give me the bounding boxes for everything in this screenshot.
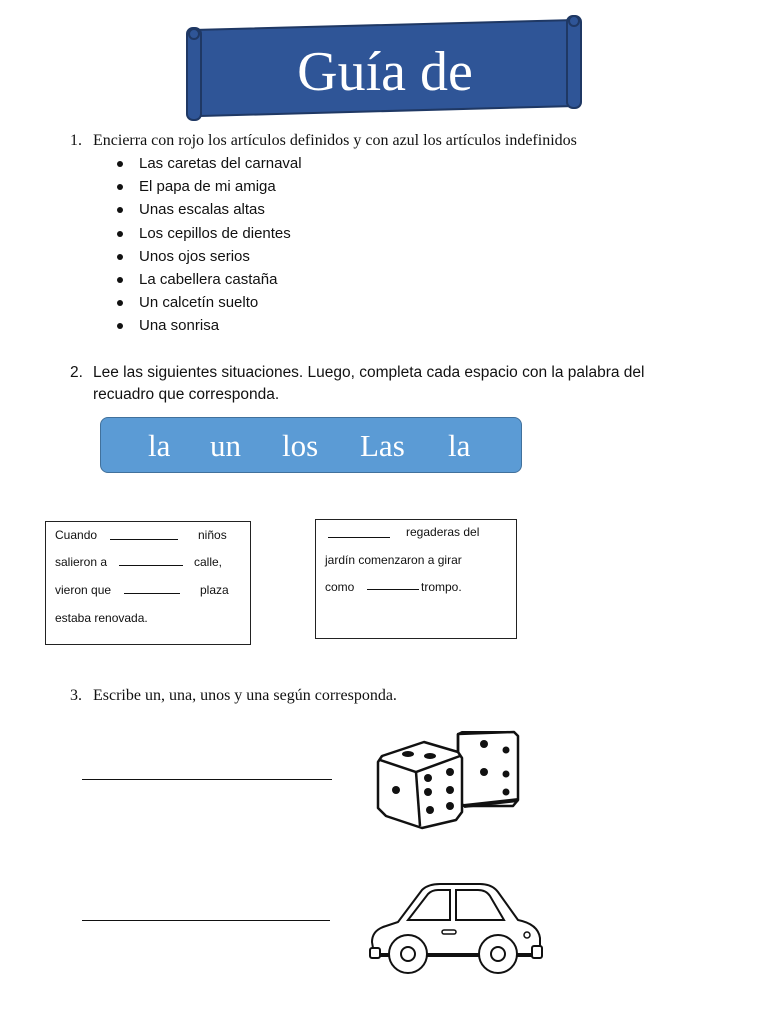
situation-text: estaba renovada. — [55, 611, 148, 625]
bullet-icon — [117, 184, 123, 190]
word-bank-item: Las — [360, 428, 405, 463]
list-item: Un calcetín suelto — [115, 291, 302, 314]
word-bank-item: la — [448, 428, 471, 463]
situation-text: Cuando — [55, 528, 98, 542]
word-bank-item: la — [148, 428, 171, 463]
situation-text: niños — [198, 528, 227, 542]
answer-line-1[interactable] — [82, 779, 332, 780]
situation-text: regaderas del — [406, 525, 480, 539]
question-text: Encierra con rojo los artículos definidos y con azul los artículos indefinidos — [93, 132, 577, 149]
answer-blank[interactable] — [124, 593, 180, 594]
bullet-icon — [117, 254, 123, 260]
situation-text: plaza — [200, 583, 229, 597]
question-text: Escribe un, una, unos y una según corresponda. — [93, 687, 397, 704]
bullet-icon — [117, 231, 123, 237]
situation-text: calle, — [194, 555, 223, 569]
word-bank-item: un — [210, 428, 241, 463]
question-number: 3. — [70, 687, 82, 704]
list-item: Unos ojos serios — [115, 245, 302, 268]
title-banner — [183, 12, 585, 122]
bullet-icon — [117, 323, 123, 329]
answer-blank[interactable] — [328, 537, 390, 538]
question-number: 1. — [70, 132, 82, 149]
list-item: El papa de mi amiga — [115, 175, 302, 198]
list-item: Unas escalas altas — [115, 198, 302, 221]
question-number: 2. — [70, 364, 83, 381]
list-item: Los cepillos de dientes — [115, 222, 302, 245]
situation-text: salieron a — [55, 555, 108, 569]
list-item: Una sonrisa — [115, 314, 302, 337]
page-title: Guía de — [297, 41, 473, 103]
answer-line-2[interactable] — [82, 920, 330, 921]
bullet-icon — [117, 207, 123, 213]
word-bank — [100, 417, 522, 473]
bullet-icon — [117, 277, 123, 283]
situation-box-1 — [45, 521, 251, 645]
bullet-icon — [117, 300, 123, 306]
list-item: La cabellera castaña — [115, 268, 302, 291]
bullet-icon — [117, 161, 123, 167]
word-bank-item: los — [282, 428, 319, 463]
situation-text: vieron que — [55, 583, 112, 597]
car-icon — [368, 880, 544, 976]
answer-blank[interactable] — [367, 589, 419, 590]
question-text: Lee las siguientes situaciones. Luego, completa cada espacio con la palabra del recuadro que corresponda. — [93, 364, 645, 403]
dice-icon — [372, 728, 524, 834]
situation-text: trompo. — [421, 580, 462, 594]
article-list — [115, 152, 302, 338]
answer-blank[interactable] — [110, 539, 178, 540]
answer-blank[interactable] — [119, 565, 183, 566]
situation-text: jardín comenzaron a girar — [325, 553, 462, 567]
situation-text: como — [325, 580, 355, 594]
list-item: Las caretas del carnaval — [115, 152, 302, 175]
situation-box-2 — [315, 519, 517, 639]
